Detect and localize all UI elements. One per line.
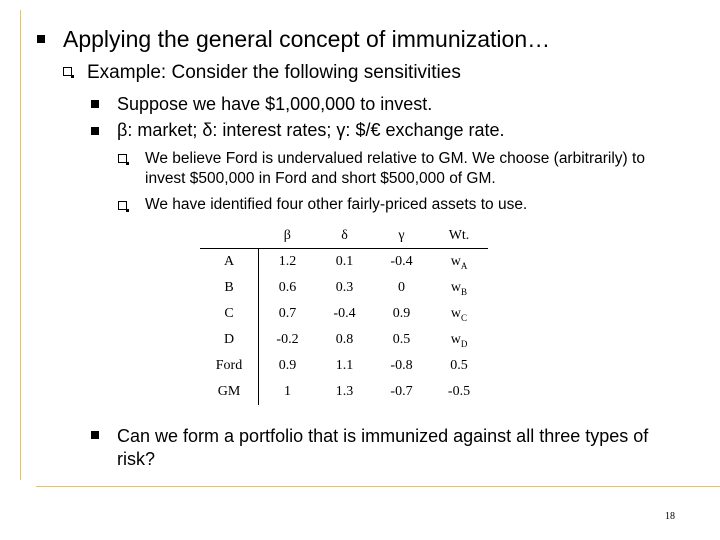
square-bullet-icon	[91, 100, 99, 108]
hollow-square-bullet-icon	[63, 67, 72, 76]
hollow-square-bullet-icon	[118, 154, 127, 163]
table-row	[200, 353, 488, 379]
asset-cell: Ford	[200, 353, 259, 379]
beta-cell: 0.9	[278, 358, 297, 373]
weight-subscript: A	[460, 260, 468, 271]
gamma-cell: 0	[398, 280, 405, 295]
square-bullet-icon	[91, 431, 99, 439]
assets-bullet: We have identified four other fairly-priced assets to use.	[145, 196, 528, 213]
table-row	[200, 327, 488, 353]
weight-symbol: w	[450, 279, 462, 295]
header-delta: δ	[316, 224, 373, 249]
beta-cell: 1.2	[278, 254, 297, 269]
weight-cell	[430, 327, 488, 353]
invest-bullet: Suppose we have $1,000,000 to invest.	[117, 94, 433, 114]
asset-cell: B	[200, 275, 259, 301]
gamma-cell: -0.4	[390, 254, 413, 269]
weight-symbol: w	[450, 331, 461, 347]
gamma-cell: -0.7	[390, 384, 413, 399]
weight-cell	[430, 249, 488, 276]
page-number: 18	[665, 511, 675, 522]
beta-cell: -0.2	[276, 332, 299, 347]
weight-subscript: B	[461, 286, 468, 297]
beta-cell: 1	[284, 384, 291, 399]
asset-cell: C	[200, 301, 259, 327]
weight-cell	[430, 275, 488, 301]
delta-cell: 0.3	[335, 280, 354, 295]
table-header-row	[200, 224, 488, 249]
square-bullet-icon	[37, 35, 45, 43]
asset-cell: D	[200, 327, 259, 353]
weight-cell	[430, 301, 488, 327]
gamma-cell: -0.8	[390, 358, 413, 373]
weight-cell: -0.5	[447, 384, 471, 399]
table-row	[200, 379, 488, 405]
factors-bullet: β: market; δ: interest rates; γ: $/€ exchange rate.	[117, 120, 505, 140]
asset-cell: A	[200, 249, 259, 276]
weight-cell: 0.5	[450, 358, 468, 373]
delta-cell: -0.4	[333, 306, 356, 321]
table-row	[200, 249, 488, 276]
gamma-cell: 0.5	[392, 332, 411, 347]
beta-cell: 0.6	[278, 280, 297, 295]
weight-symbol: w	[450, 305, 462, 321]
delta-cell: 1.1	[335, 358, 354, 373]
header-gamma: γ	[373, 224, 430, 249]
header-empty	[200, 224, 259, 249]
weight-subscript: C	[461, 312, 468, 323]
question-bullet: Can we form a portfolio that is immunized against all three types of risk?	[117, 426, 649, 469]
slide-title: Applying the general concept of immunization…	[63, 26, 551, 52]
bottom-horizontal-rule	[36, 486, 720, 487]
table-row	[200, 301, 488, 327]
hollow-square-bullet-icon	[118, 201, 127, 210]
left-vertical-rule	[20, 10, 21, 480]
delta-cell: 1.3	[335, 384, 354, 399]
weight-symbol: w	[450, 253, 461, 269]
table-row	[200, 275, 488, 301]
beta-cell: 0.7	[278, 306, 297, 321]
header-beta: β	[259, 224, 317, 249]
gamma-cell: 0.9	[392, 306, 411, 321]
asset-cell: GM	[200, 379, 259, 405]
header-weight: Wt.	[430, 224, 488, 249]
ford-gm-bullet: We believe Ford is undervalued relative to GM. We choose (arbitrarily) to invest $500,000 in Ford and short $500,000 of GM.	[145, 150, 645, 187]
sensitivity-table	[200, 224, 488, 405]
example-line: Example: Consider the following sensitivities	[87, 62, 461, 83]
delta-cell: 0.1	[335, 254, 354, 269]
weight-subscript: D	[460, 338, 468, 349]
square-bullet-icon	[91, 127, 99, 135]
delta-cell: 0.8	[335, 332, 354, 347]
